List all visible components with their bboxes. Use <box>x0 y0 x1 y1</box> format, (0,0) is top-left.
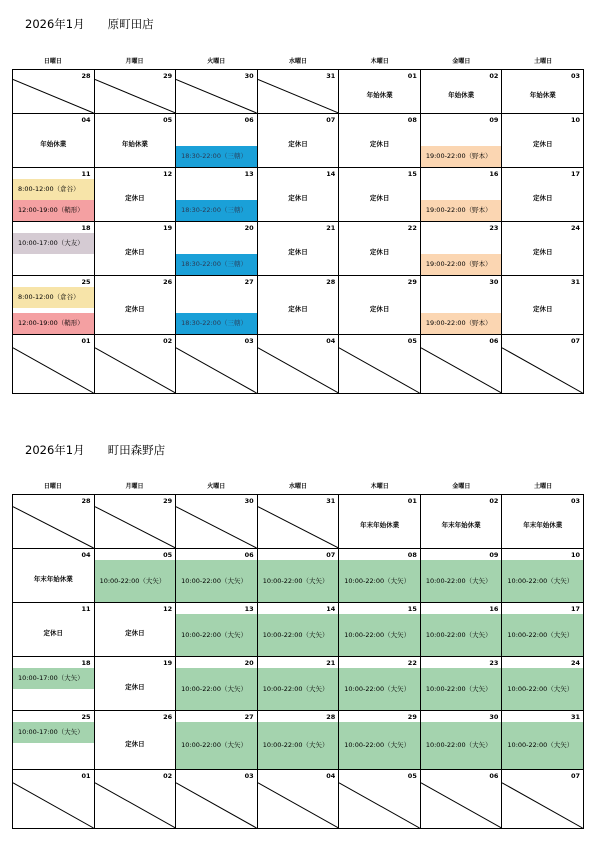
day-cell <box>421 549 503 603</box>
day-status-label: 定休日 <box>369 140 390 148</box>
day-status-label: 年始休業 <box>366 91 393 99</box>
day-status-label: 定休日 <box>125 304 145 313</box>
day-cell <box>176 603 258 657</box>
shift-block: 10:00-22:00（大矢） <box>176 560 257 602</box>
day-number: 17 <box>570 170 580 178</box>
day-number: 08 <box>407 116 417 124</box>
day-cell <box>421 335 503 394</box>
day-status-label: 定休日 <box>43 629 64 637</box>
day-number: 24 <box>570 659 580 667</box>
day-cell <box>502 222 584 276</box>
day-status-label: 定休日 <box>369 248 390 256</box>
day-cell <box>258 276 340 335</box>
shift-block: 10:00-22:00（大矢） <box>258 668 339 710</box>
weekday-label: 火曜日 <box>207 58 226 65</box>
day-cell <box>339 603 421 657</box>
shift-block: 18:30-22:00（三轄） <box>176 254 257 275</box>
day-cell <box>502 114 584 168</box>
day-status-label: 年始休業 <box>40 140 67 148</box>
day-cell <box>13 657 95 711</box>
day-cell <box>176 657 258 711</box>
day-cell <box>421 770 503 829</box>
day-cell <box>339 114 421 168</box>
day-cell <box>421 222 503 276</box>
day-cell <box>339 657 421 711</box>
shift-block: 8:00-12:00（倉谷） <box>13 179 94 200</box>
calendar-machida-morino <box>12 480 584 829</box>
day-number: 20 <box>244 224 254 232</box>
day-cell <box>258 495 340 549</box>
shift-block: 18:30-22:00（三轄） <box>176 146 257 167</box>
day-number: 28 <box>81 497 91 505</box>
weekday-label: 金曜日 <box>452 483 471 490</box>
day-number: 31 <box>326 72 336 80</box>
day-cell <box>95 114 177 168</box>
day-cell <box>502 657 584 711</box>
day-status-label: 定休日 <box>288 248 308 256</box>
shift-block: 10:00-17:00（大友） <box>13 233 94 254</box>
day-number: 07 <box>570 337 580 345</box>
day-number: 11 <box>81 605 91 613</box>
weekday-label: 月曜日 <box>125 58 144 65</box>
day-status-label: 年始休業 <box>448 91 475 99</box>
shift-block: 10:00-22:00（大矢） <box>339 722 420 769</box>
day-status-label: 定休日 <box>125 683 145 691</box>
day-number: 16 <box>489 170 499 178</box>
day-number: 30 <box>244 72 254 80</box>
day-number: 03 <box>570 497 580 505</box>
day-number: 02 <box>489 497 499 505</box>
day-number: 30 <box>489 278 499 286</box>
weekday-label: 金曜日 <box>452 58 471 65</box>
day-number: 04 <box>81 551 91 559</box>
day-cell <box>95 335 177 394</box>
day-status-label: 年末年始休業 <box>523 521 563 529</box>
shift-block: 10:00-22:00（大矢） <box>421 722 502 769</box>
day-cell <box>502 711 584 770</box>
day-cell <box>258 168 340 222</box>
day-cell <box>339 335 421 394</box>
weekday-label: 土曜日 <box>534 483 553 490</box>
day-number: 29 <box>407 278 417 286</box>
shift-block: 10:00-17:00（大矢） <box>13 722 94 743</box>
day-number: 13 <box>244 170 254 178</box>
day-cell <box>176 276 258 335</box>
day-cell <box>502 770 584 829</box>
day-cell <box>258 603 340 657</box>
day-cell <box>421 711 503 770</box>
day-status-label: 年末年始休業 <box>33 575 73 583</box>
weekday-label: 水曜日 <box>288 58 307 65</box>
day-number: 08 <box>407 551 417 559</box>
day-cell <box>339 495 421 549</box>
day-cell <box>421 276 503 335</box>
weekday-label: 日曜日 <box>43 483 62 490</box>
day-number: 20 <box>244 659 254 667</box>
shift-block: 10:00-22:00（大矢） <box>421 668 502 710</box>
day-number: 30 <box>489 713 499 721</box>
day-cell <box>176 770 258 829</box>
shift-block: 10:00-22:00（大矢） <box>258 722 339 769</box>
day-number: 14 <box>326 605 336 613</box>
day-number: 05 <box>163 116 173 124</box>
day-cell <box>258 335 340 394</box>
day-cell <box>258 549 340 603</box>
day-number: 04 <box>81 116 91 124</box>
day-cell <box>258 657 340 711</box>
day-cell <box>95 770 177 829</box>
day-cell <box>95 168 177 222</box>
day-cell <box>176 168 258 222</box>
shift-block: 10:00-22:00（大矢） <box>339 668 420 710</box>
day-cell <box>339 549 421 603</box>
shift-block: 10:00-22:00（大矢） <box>176 722 257 769</box>
day-cell <box>339 276 421 335</box>
day-cell <box>95 603 177 657</box>
weekday-label: 日曜日 <box>43 58 62 65</box>
day-cell <box>421 114 503 168</box>
day-number: 28 <box>326 278 336 286</box>
day-number: 07 <box>326 551 336 559</box>
shift-block: 19:00-22:00（野本） <box>421 313 502 334</box>
day-number: 31 <box>326 497 336 505</box>
day-number: 22 <box>407 224 417 232</box>
weekday-label: 土曜日 <box>534 58 553 65</box>
day-status-label: 年始休業 <box>529 91 556 99</box>
day-status-label: 定休日 <box>369 304 390 313</box>
calendar-title-machida-morino: 2026年1月 町田森野店 <box>25 443 166 457</box>
day-cell <box>258 70 340 114</box>
calendar-haramachida <box>12 55 584 394</box>
day-number: 05 <box>163 551 173 559</box>
day-number: 06 <box>244 551 254 559</box>
day-cell <box>176 222 258 276</box>
day-number: 01 <box>407 497 417 505</box>
day-number: 25 <box>81 278 91 286</box>
shift-block: 19:00-22:00（野本） <box>421 200 502 221</box>
day-number: 06 <box>244 116 254 124</box>
day-status-label: 年始休業 <box>121 140 148 148</box>
day-number: 18 <box>81 224 91 232</box>
shift-block: 10:00-17:00（大矢） <box>13 668 94 689</box>
day-cell <box>258 114 340 168</box>
shift-block: 12:00-19:00（鞘形） <box>13 200 94 221</box>
weekday-label: 水曜日 <box>288 483 307 490</box>
weekday-label: 火曜日 <box>207 483 226 490</box>
shift-block: 10:00-22:00（大矢） <box>176 614 257 656</box>
day-number: 13 <box>244 605 254 613</box>
day-number: 15 <box>407 170 417 178</box>
day-number: 17 <box>570 605 580 613</box>
day-status-label: 定休日 <box>125 629 145 637</box>
shift-block: 10:00-22:00（大矢） <box>502 614 583 656</box>
day-number: 16 <box>489 605 499 613</box>
day-number: 05 <box>407 337 417 345</box>
day-cell <box>95 222 177 276</box>
day-cell <box>13 70 95 114</box>
day-number: 01 <box>407 72 417 80</box>
day-cell <box>95 276 177 335</box>
day-number: 11 <box>81 170 91 178</box>
day-cell <box>421 657 503 711</box>
shift-block: 10:00-22:00（大矢） <box>502 722 583 769</box>
shift-block: 10:00-22:00（大矢） <box>339 614 420 656</box>
day-cell <box>95 549 177 603</box>
day-number: 26 <box>163 713 173 721</box>
day-number: 19 <box>163 659 173 667</box>
day-number: 28 <box>81 72 91 80</box>
day-status-label: 定休日 <box>369 194 390 202</box>
shift-block: 10:00-22:00（大矢） <box>258 560 339 602</box>
day-status-label: 年末年始休業 <box>360 521 400 529</box>
day-number: 29 <box>163 497 173 505</box>
shift-block: 10:00-22:00（大矢） <box>258 614 339 656</box>
day-number: 30 <box>244 497 254 505</box>
day-number: 02 <box>489 72 499 80</box>
day-number: 23 <box>489 659 499 667</box>
day-number: 28 <box>326 713 336 721</box>
calendar-title-haramachida: 2026年1月 原町田店 <box>25 17 154 31</box>
day-cell <box>421 495 503 549</box>
day-number: 03 <box>244 772 254 780</box>
day-number: 06 <box>489 772 499 780</box>
day-cell <box>339 70 421 114</box>
shift-block: 18:30-22:00（三轄） <box>176 313 257 334</box>
day-cell <box>13 495 95 549</box>
day-number: 07 <box>326 116 336 124</box>
day-number: 14 <box>326 170 336 178</box>
day-cell <box>176 70 258 114</box>
day-cell <box>258 770 340 829</box>
shift-block: 10:00-22:00（大矢） <box>421 614 502 656</box>
day-cell <box>421 603 503 657</box>
day-cell <box>13 276 95 335</box>
day-cell <box>13 770 95 829</box>
day-number: 12 <box>163 605 173 613</box>
day-cell <box>339 222 421 276</box>
day-number: 27 <box>244 278 254 286</box>
day-number: 22 <box>407 659 417 667</box>
day-status-label: 定休日 <box>125 194 145 202</box>
day-number: 24 <box>570 224 580 232</box>
day-number: 01 <box>81 772 91 780</box>
calendar-grid <box>12 69 584 394</box>
day-number: 12 <box>163 170 173 178</box>
day-number: 31 <box>570 278 580 286</box>
day-cell <box>176 495 258 549</box>
day-number: 06 <box>489 337 499 345</box>
day-number: 10 <box>570 116 580 124</box>
day-number: 09 <box>489 116 499 124</box>
day-number: 27 <box>244 713 254 721</box>
day-cell <box>176 711 258 770</box>
shift-block: 19:00-22:00（野本） <box>421 254 502 275</box>
day-number: 03 <box>570 72 580 80</box>
shift-block: 10:00-22:00（大矢） <box>421 560 502 602</box>
day-cell <box>95 495 177 549</box>
day-cell <box>502 168 584 222</box>
day-number: 23 <box>489 224 499 232</box>
day-cell <box>502 549 584 603</box>
day-number: 10 <box>570 551 580 559</box>
day-cell <box>13 711 95 770</box>
weekday-label: 木曜日 <box>370 483 389 490</box>
day-cell <box>502 495 584 549</box>
day-status-label: 定休日 <box>532 304 553 313</box>
shift-block: 10:00-22:00（大矢） <box>339 560 420 602</box>
day-cell <box>13 168 95 222</box>
day-number: 01 <box>81 337 91 345</box>
day-cell <box>502 276 584 335</box>
day-cell <box>95 70 177 114</box>
day-number: 25 <box>81 713 91 721</box>
shift-block: 10:00-22:00（大矢） <box>502 668 583 710</box>
day-cell <box>502 603 584 657</box>
day-number: 21 <box>326 659 336 667</box>
day-status-label: 定休日 <box>288 140 308 148</box>
day-cell <box>258 711 340 770</box>
day-status-label: 定休日 <box>532 194 553 202</box>
day-cell <box>339 770 421 829</box>
day-number: 02 <box>163 337 173 345</box>
day-number: 03 <box>244 337 254 345</box>
weekday-header-row <box>12 55 584 69</box>
day-number: 29 <box>163 72 173 80</box>
day-number: 04 <box>326 337 336 345</box>
shift-block: 10:00-22:00（大矢） <box>176 668 257 710</box>
weekday-label: 木曜日 <box>370 58 389 65</box>
shift-block: 8:00-12:00（倉谷） <box>13 287 94 308</box>
day-cell <box>176 549 258 603</box>
shift-block: 10:00-22:00（大矢） <box>95 560 176 602</box>
day-number: 21 <box>326 224 336 232</box>
day-cell <box>339 711 421 770</box>
day-cell <box>176 335 258 394</box>
day-number: 29 <box>407 713 417 721</box>
day-number: 26 <box>163 278 173 286</box>
day-status-label: 定休日 <box>532 248 553 256</box>
day-cell <box>421 70 503 114</box>
day-cell <box>502 335 584 394</box>
day-cell <box>13 549 95 603</box>
weekday-header-row <box>12 480 584 494</box>
day-status-label: 定休日 <box>288 304 308 313</box>
shift-block: 12:00-19:00（鞘形） <box>13 313 94 334</box>
day-number: 05 <box>407 772 417 780</box>
shift-block: 10:00-22:00（大矢） <box>502 560 583 602</box>
day-cell <box>13 335 95 394</box>
day-number: 19 <box>163 224 173 232</box>
day-cell <box>13 114 95 168</box>
day-status-label: 定休日 <box>125 739 145 748</box>
day-cell <box>95 657 177 711</box>
day-number: 09 <box>489 551 499 559</box>
weekday-label: 月曜日 <box>125 483 144 490</box>
day-status-label: 定休日 <box>532 140 553 148</box>
day-number: 15 <box>407 605 417 613</box>
shift-block: 18:30-22:00（三轄） <box>176 200 257 221</box>
day-number: 07 <box>570 772 580 780</box>
day-cell <box>13 222 95 276</box>
day-cell <box>176 114 258 168</box>
day-status-label: 定休日 <box>288 194 308 202</box>
day-cell <box>13 603 95 657</box>
day-number: 31 <box>570 713 580 721</box>
day-cell <box>502 70 584 114</box>
day-status-label: 定休日 <box>125 248 145 256</box>
day-cell <box>421 168 503 222</box>
day-cell <box>339 168 421 222</box>
day-number: 18 <box>81 659 91 667</box>
day-status-label: 年末年始休業 <box>441 521 481 529</box>
day-number: 02 <box>163 772 173 780</box>
day-cell <box>95 711 177 770</box>
calendar-grid <box>12 494 584 829</box>
day-number: 04 <box>326 772 336 780</box>
day-cell <box>258 222 340 276</box>
shift-block: 19:00-22:00（野本） <box>421 146 502 167</box>
